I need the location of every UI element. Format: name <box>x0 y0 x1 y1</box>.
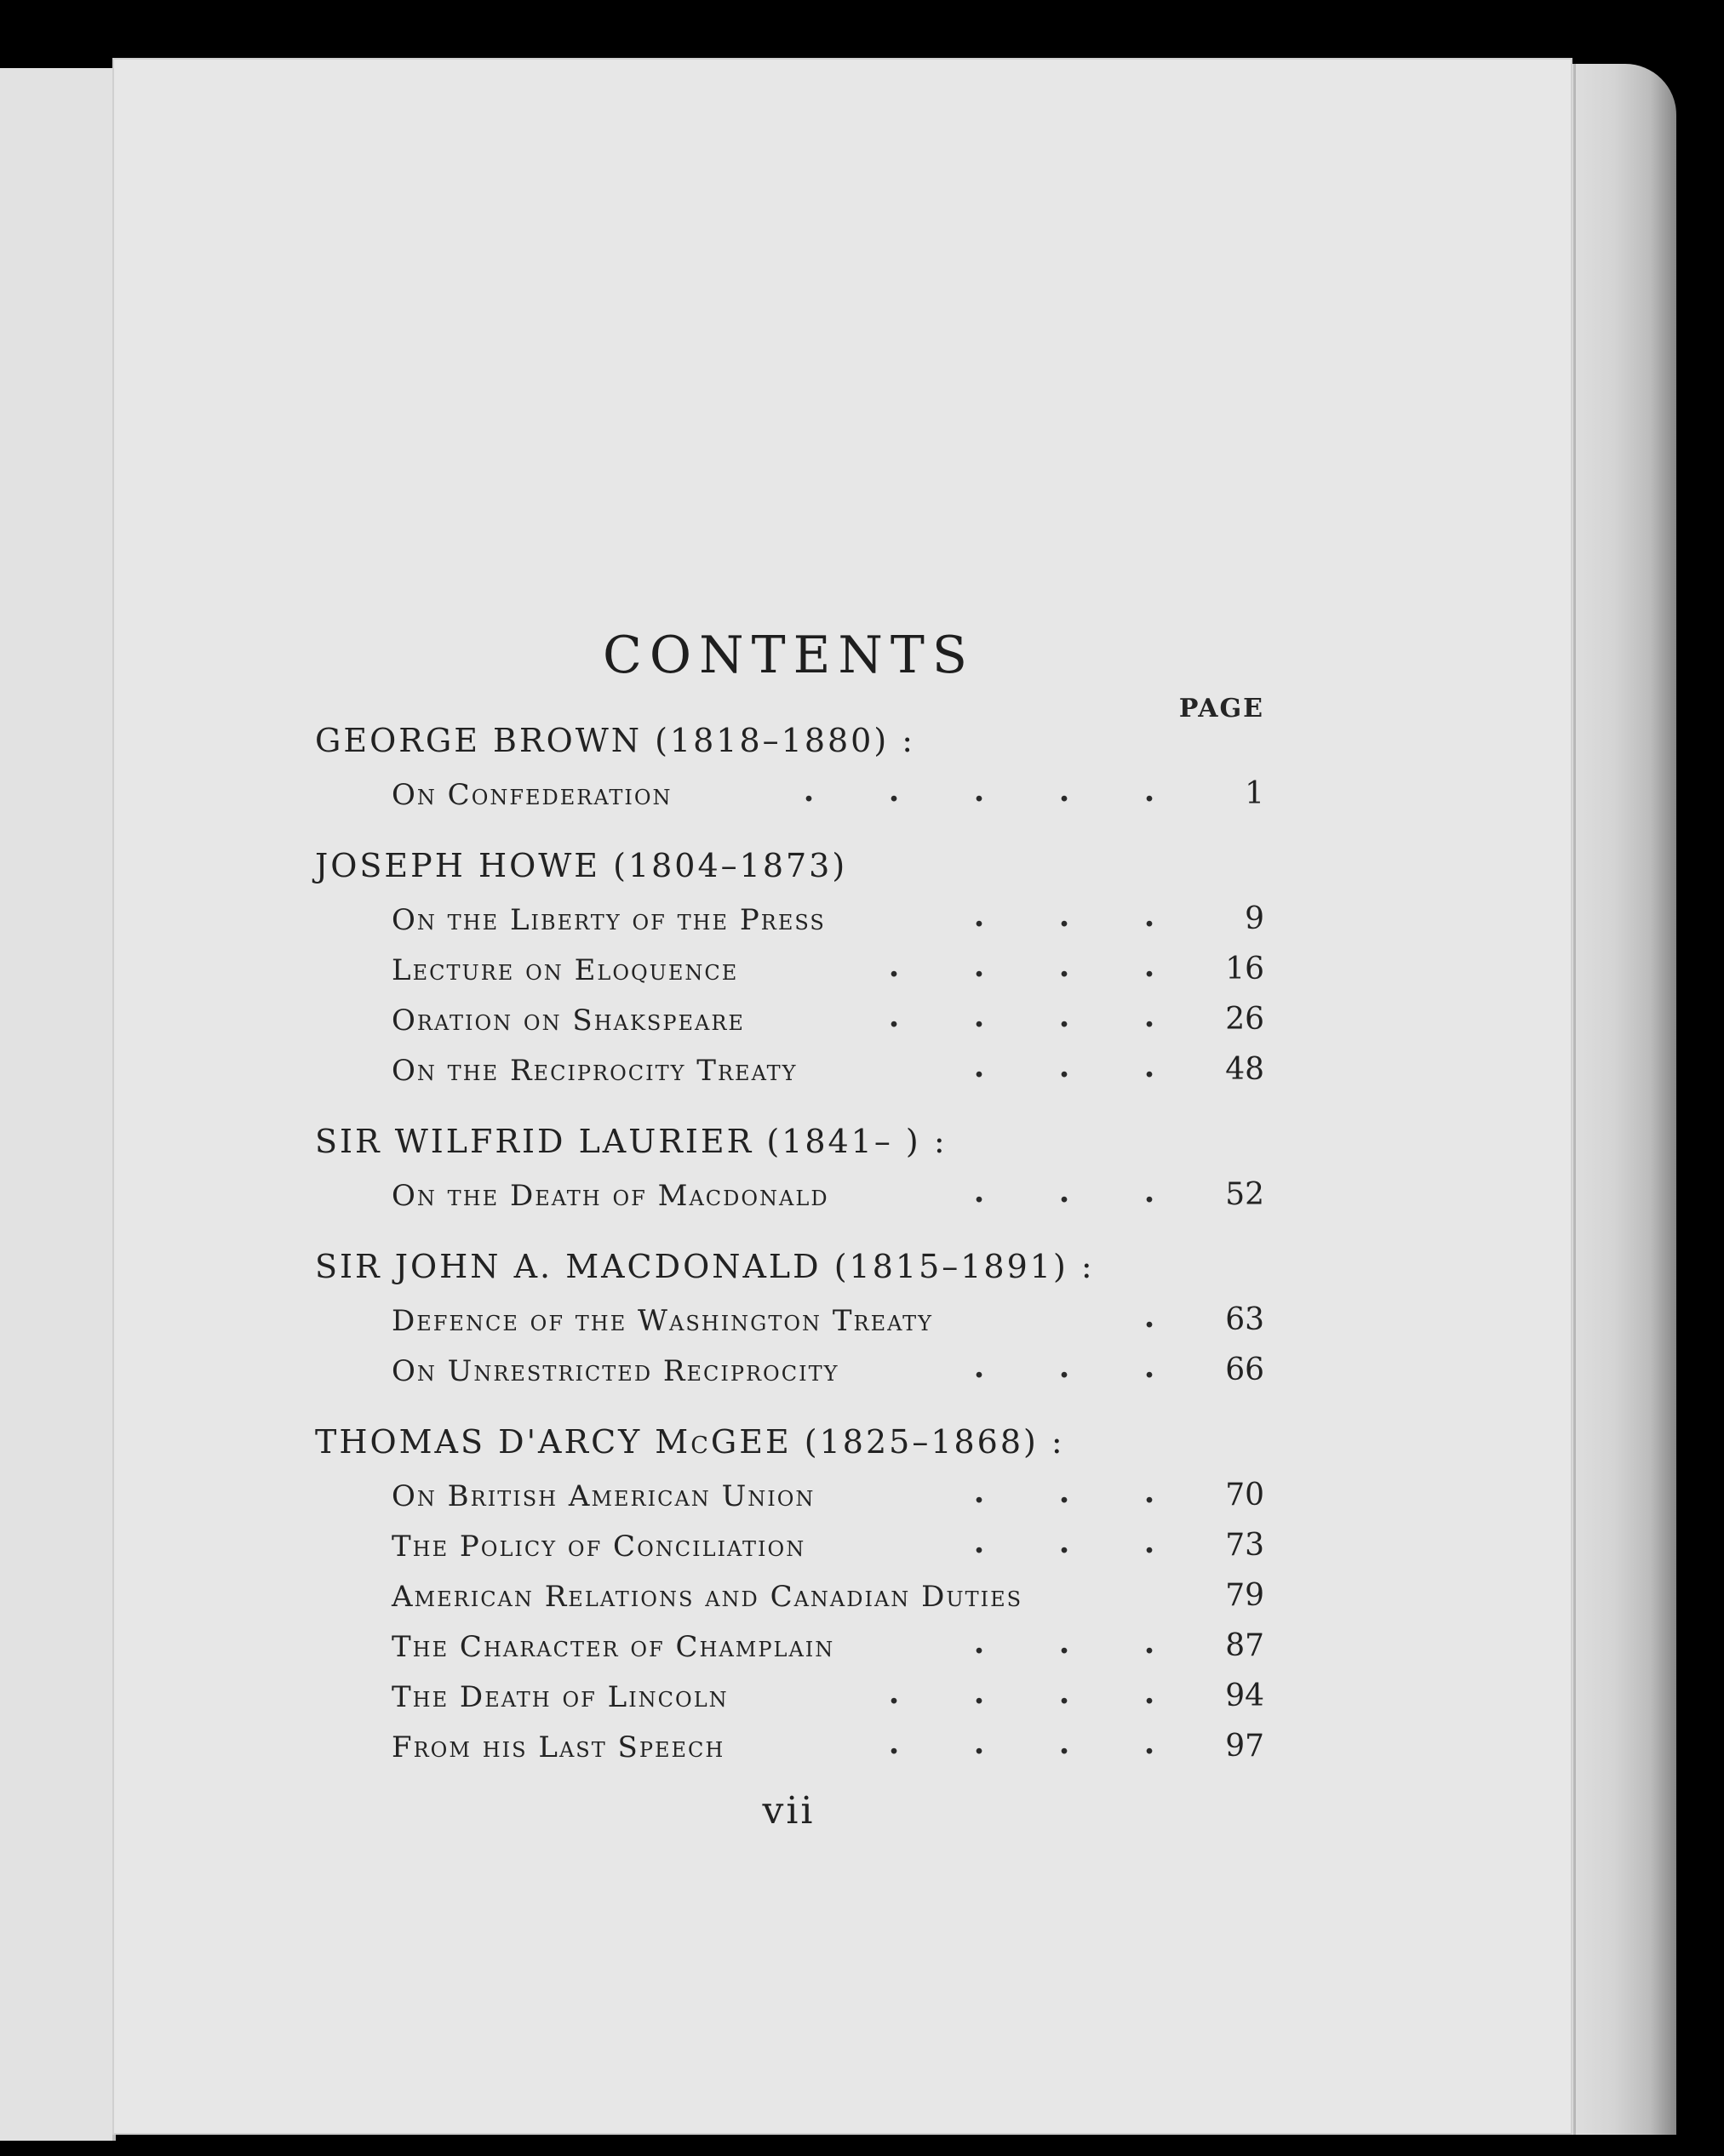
author-heading <box>315 1423 1264 1474</box>
author-heading <box>315 722 1264 773</box>
entry-page-number: 48 <box>1225 1052 1264 1087</box>
toc-entry[interactable] <box>315 1299 1264 1349</box>
entry-page-number: 73 <box>1225 1528 1264 1563</box>
entry-page-number: 9 <box>1245 901 1264 936</box>
section-gap <box>315 823 1264 847</box>
dot-leader: . . . . <box>888 998 1155 1034</box>
dot-leader: . . . . <box>888 1675 1155 1711</box>
entry-page-number: 70 <box>1225 1478 1264 1513</box>
entry-page-number: 1 <box>1245 776 1264 811</box>
toc-entry[interactable] <box>315 1174 1264 1224</box>
entry-title: Lecture on Eloquence <box>392 953 739 987</box>
toc-entry[interactable] <box>315 998 1264 1049</box>
entry-title: Oration on Shakspeare <box>392 1004 745 1038</box>
toc-entry[interactable] <box>315 1575 1264 1625</box>
toc-entry[interactable] <box>315 898 1264 948</box>
entry-title: On British American Union <box>392 1479 816 1513</box>
toc-entry[interactable] <box>315 1049 1264 1099</box>
entry-title: On the Liberty of the Press <box>392 903 826 937</box>
entry-title: The Character of Champlain <box>392 1630 835 1664</box>
toc-entry[interactable] <box>315 948 1264 998</box>
toc-entry[interactable] <box>315 1675 1264 1725</box>
contents-heading: CONTENTS <box>602 626 976 686</box>
entry-title: On Unrestricted Reciprocity <box>392 1354 839 1388</box>
dot-leader: . . . . . <box>803 773 1155 809</box>
dot-leader: . . . . <box>888 948 1155 984</box>
entry-page-number: 63 <box>1225 1302 1264 1337</box>
author-heading <box>315 847 1264 898</box>
dot-leader: . . . . <box>888 1725 1155 1761</box>
entry-title: On the Death of Macdonald <box>392 1179 829 1213</box>
dot-leader: . . . <box>973 1474 1155 1510</box>
section-gap <box>315 1099 1264 1123</box>
dot-leader: . . . <box>973 1524 1155 1560</box>
entry-page-number: 52 <box>1225 1177 1264 1212</box>
entry-page-number: 87 <box>1225 1628 1264 1663</box>
entry-title: From his Last Speech <box>392 1730 725 1764</box>
entry-title: The Policy of Conciliation <box>392 1530 806 1564</box>
toc-entry[interactable] <box>315 773 1264 823</box>
entry-title: The Death of Lincoln <box>392 1680 729 1714</box>
toc-entry[interactable] <box>315 1725 1264 1776</box>
folio-number: vii <box>762 1789 816 1833</box>
dot-leader: . . . <box>973 1625 1155 1661</box>
section-gap <box>315 1224 1264 1248</box>
table-of-contents <box>315 722 1264 1776</box>
author-heading <box>315 1123 1264 1174</box>
page-column-label: PAGE <box>1178 694 1264 723</box>
entry-title: On the Reciprocity Treaty <box>392 1054 798 1088</box>
toc-entry[interactable] <box>315 1474 1264 1524</box>
page-stack-edge <box>1572 64 1676 2135</box>
author-name: JOSEPH HOWE (1804–1873) <box>315 847 848 884</box>
author-heading <box>315 1248 1264 1299</box>
dot-leader: . . . <box>973 898 1155 934</box>
toc-entry[interactable] <box>315 1349 1264 1399</box>
section-gap <box>315 1399 1264 1423</box>
dot-leader: . . . <box>973 1174 1155 1210</box>
dot-leader: . . . <box>973 1049 1155 1084</box>
toc-entry[interactable] <box>315 1524 1264 1575</box>
entry-page-number: 97 <box>1225 1729 1264 1764</box>
toc-entry[interactable] <box>315 1625 1264 1675</box>
author-name: SIR JOHN A. MACDONALD (1815–1891) : <box>315 1248 1095 1285</box>
entry-page-number: 79 <box>1225 1578 1264 1613</box>
entry-title: Defence of the Washington Treaty <box>392 1304 933 1338</box>
author-name: SIR WILFRID LAURIER (1841– ) : <box>315 1123 948 1160</box>
entry-page-number: 66 <box>1225 1353 1264 1387</box>
dot-leader: . <box>1143 1299 1155 1335</box>
author-name: GEORGE BROWN (1818–1880) : <box>315 722 916 759</box>
entry-page-number: 16 <box>1225 952 1264 986</box>
entry-page-number: 94 <box>1225 1678 1264 1713</box>
entry-page-number: 26 <box>1225 1002 1264 1037</box>
entry-title: American Relations and Canadian Duties <box>392 1580 1023 1614</box>
entry-title: On Confederation <box>392 778 673 812</box>
author-name: THOMAS D'ARCY McGEE (1825–1868) : <box>315 1423 1065 1461</box>
dot-leader: . . . <box>973 1349 1155 1385</box>
